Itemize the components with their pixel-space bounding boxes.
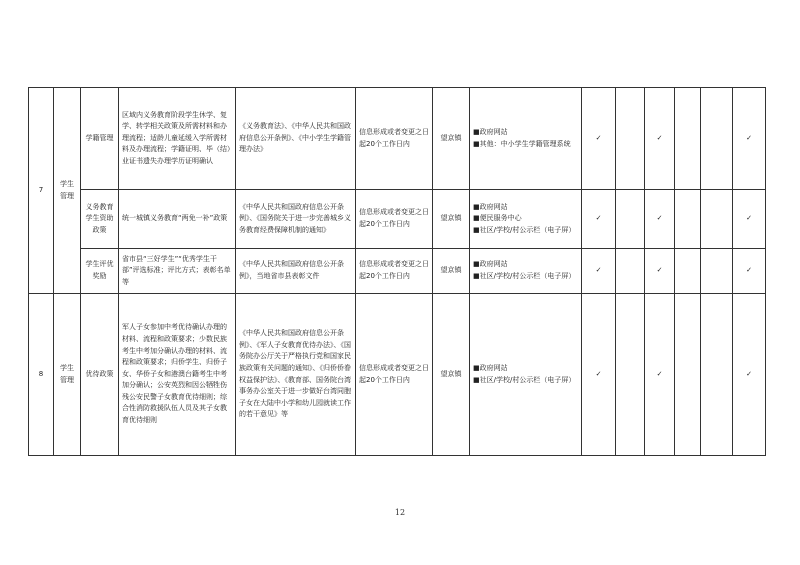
check-cell: ✓ bbox=[582, 190, 616, 249]
basis-cell: 《中华人民共和国政府信息公开条例》，当地省市县表彰文件 bbox=[236, 249, 356, 294]
check-cell: ✓ bbox=[582, 294, 616, 456]
check-cell bbox=[616, 190, 645, 249]
basis-cell: 《中华人民共和国政府信息公开条例》、《国务院关于进一步完善城乡义务教育经费保障机制的通知》 bbox=[236, 190, 356, 249]
check-cell: ✓ bbox=[582, 249, 616, 294]
content-cell: 军人子女参加中考优待确认办理的材料、流程和政策要求；少数民族考生中考加分确认办理的材料、流程和政策要求；归侨学生、归侨子女、华侨子女和港澳台籍考生中考加分确认；公安英烈和因公牺牲伤残公安民警子女教育优待细则；综合性消防救援队伍人员及其子女教育优待细则 bbox=[119, 294, 236, 456]
check-cell bbox=[675, 249, 701, 294]
item-cell: 学生评优奖励 bbox=[81, 249, 119, 294]
check-cell: ✓ bbox=[645, 249, 675, 294]
check-cell bbox=[616, 249, 645, 294]
table-row bbox=[29, 249, 766, 294]
timeframe-cell: 信息形成或者变更之日起20个工作日内 bbox=[356, 88, 433, 190]
row-index: 7 bbox=[29, 88, 54, 294]
check-cell bbox=[616, 294, 645, 456]
check-cell bbox=[701, 249, 733, 294]
check-cell bbox=[675, 88, 701, 190]
item-cell: 优待政策 bbox=[81, 294, 119, 456]
basis-cell: 《义务教育法》、《中华人民共和国政府信息公开条例》、《中小学生学籍管理办法》 bbox=[236, 88, 356, 190]
table-row bbox=[29, 294, 766, 456]
check-cell: ✓ bbox=[733, 249, 766, 294]
category-cell: 学生管理 bbox=[54, 294, 81, 456]
item-cell: 义务教育学生资助政策 bbox=[81, 190, 119, 249]
subject-cell: 望京镇 bbox=[433, 249, 470, 294]
row-index: 8 bbox=[29, 294, 54, 456]
subject-cell: 望京镇 bbox=[433, 294, 470, 456]
content-cell: 区域内义务教育阶段学生休学、复学、转学相关政策及所需材料和办理流程；适龄儿童延缓入学所需材料及办理流程；学籍证明、毕（结）业证书遗失办理学历证明确认 bbox=[119, 88, 236, 190]
channels-cell: ■政府网站 ■社区/学校/村公示栏（电子屏） bbox=[470, 249, 582, 294]
channels-cell: ■政府网站 ■便民服务中心 ■社区/学校/村公示栏（电子屏） bbox=[470, 190, 582, 249]
disclosure-table bbox=[28, 87, 766, 456]
timeframe-cell: 信息形成或者变更之日起20个工作日内 bbox=[356, 294, 433, 456]
subject-cell: 望京镇 bbox=[433, 190, 470, 249]
check-cell: ✓ bbox=[582, 88, 616, 190]
basis-cell: 《中华人民共和国政府信息公开条例》、《军人子女教育优待办法》、《国务院办公厅关于严格执行党和国家民族政策有关问题的通知》、《归侨侨眷权益保护法》、《教育部、国务院台湾事务办公室关于进一步做好台湾同胞子女在大陆中小学和幼儿园就读工作的若干意见》等 bbox=[236, 294, 356, 456]
check-cell: ✓ bbox=[733, 190, 766, 249]
check-cell: ✓ bbox=[733, 294, 766, 456]
timeframe-cell: 信息形成或者变更之日起20个工作日内 bbox=[356, 249, 433, 294]
channels-cell: ■政府网站 ■社区/学校/村公示栏（电子屏） bbox=[470, 294, 582, 456]
page-number: 12 bbox=[394, 508, 406, 517]
check-cell: ✓ bbox=[645, 294, 675, 456]
channels-cell: ■政府网站 ■其他：中小学生学籍管理系统 bbox=[470, 88, 582, 190]
table-row bbox=[29, 88, 766, 190]
category-cell: 学生管理 bbox=[54, 88, 81, 294]
check-cell: ✓ bbox=[645, 190, 675, 249]
check-cell bbox=[701, 294, 733, 456]
check-cell bbox=[701, 190, 733, 249]
table-row bbox=[29, 190, 766, 249]
check-cell: ✓ bbox=[733, 88, 766, 190]
timeframe-cell: 信息形成或者变更之日起20个工作日内 bbox=[356, 190, 433, 249]
check-cell bbox=[675, 190, 701, 249]
check-cell bbox=[616, 88, 645, 190]
content-cell: 省市县“三好学生”“优秀学生干部”评选标准；评比方式；表彰名单等 bbox=[119, 249, 236, 294]
content-cell: 统一城镇义务教育“两免一补”政策 bbox=[119, 190, 236, 249]
check-cell bbox=[701, 88, 733, 190]
check-cell bbox=[675, 294, 701, 456]
subject-cell: 望京镇 bbox=[433, 88, 470, 190]
check-cell: ✓ bbox=[645, 88, 675, 190]
item-cell: 学籍管理 bbox=[81, 88, 119, 190]
